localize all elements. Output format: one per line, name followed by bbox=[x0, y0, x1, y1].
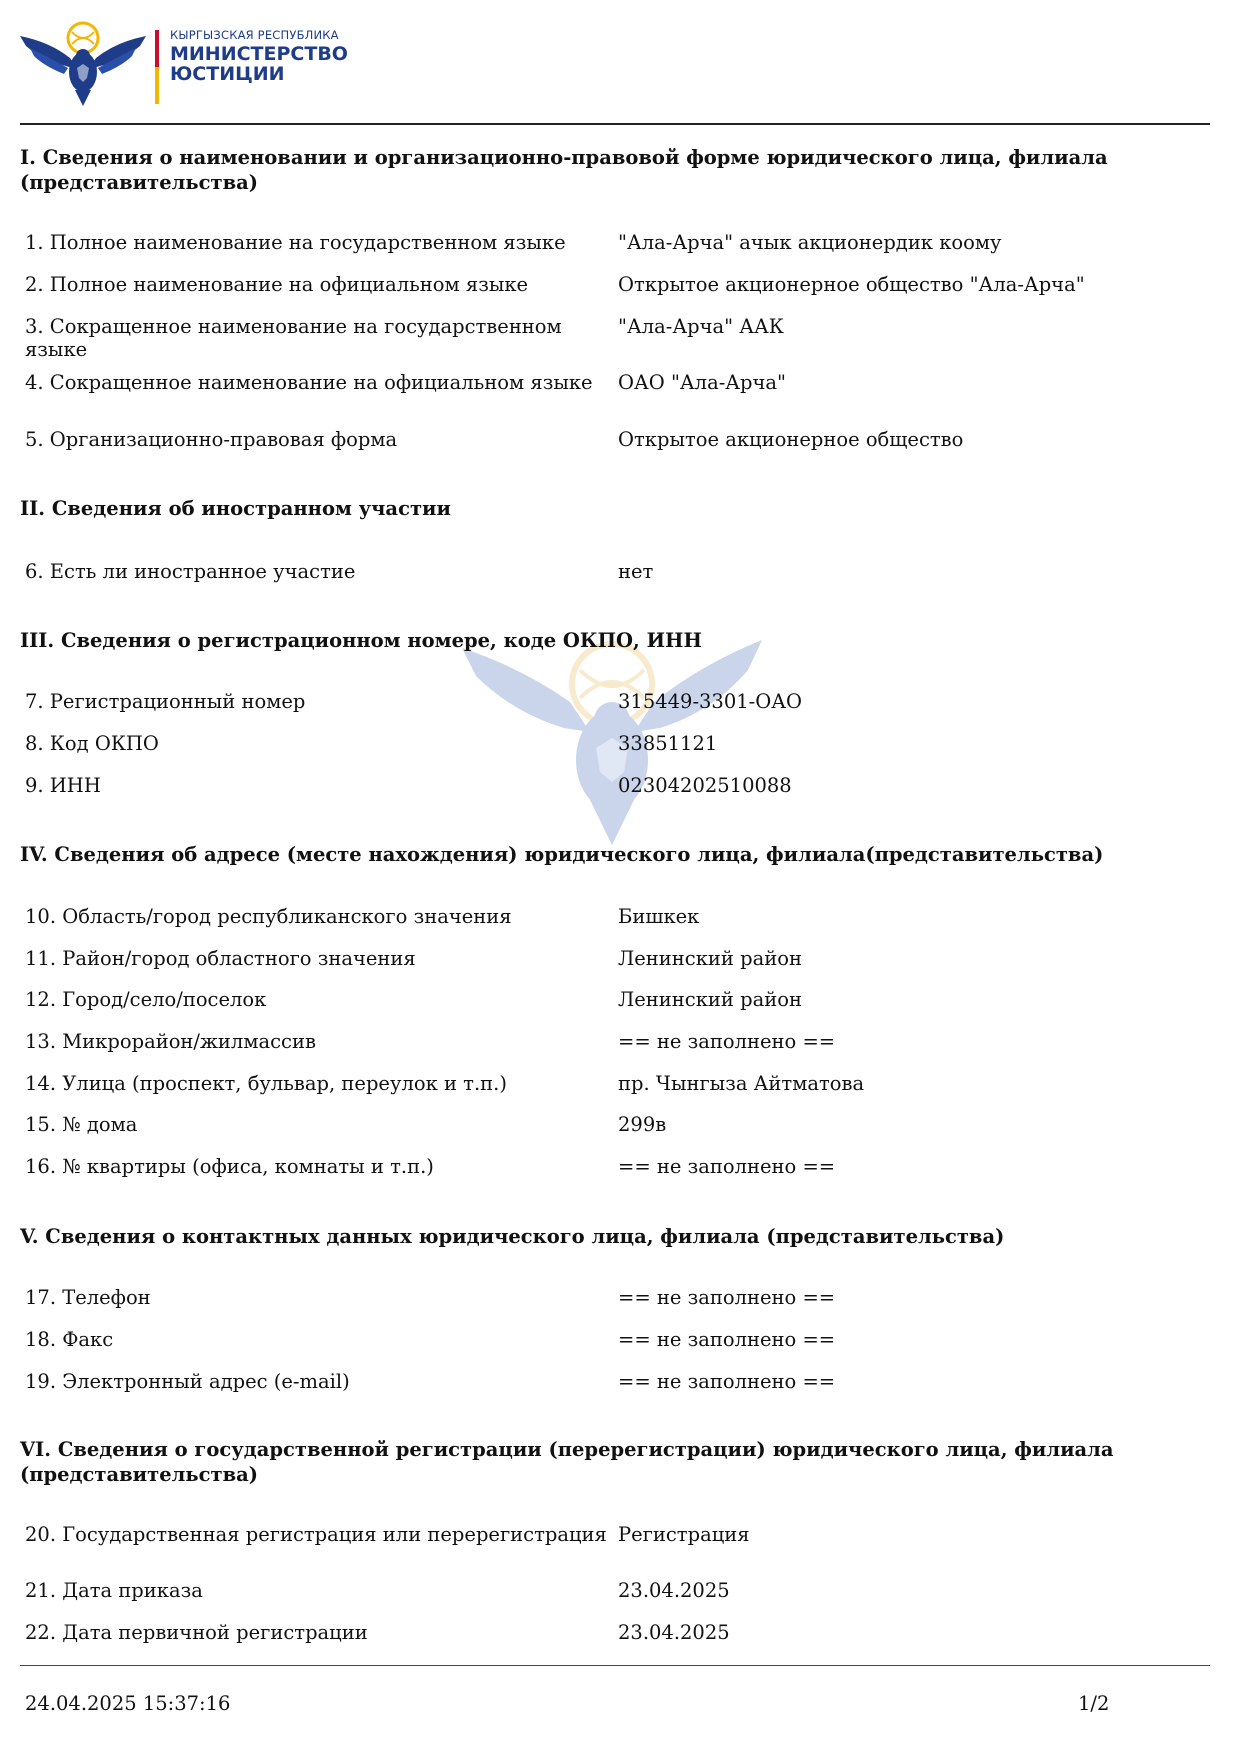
field-value: == не заполнено == bbox=[618, 1030, 836, 1053]
field-value: == не заполнено == bbox=[618, 1286, 836, 1309]
field-label: 7. Регистрационный номер bbox=[25, 690, 306, 713]
field-label: 4. Сокращенное наименование на официальном языке bbox=[25, 371, 593, 394]
field-label: 13. Микрорайон/жилмассив bbox=[25, 1030, 316, 1053]
field-label: 8. Код ОКПО bbox=[25, 732, 159, 755]
field-label: 14. Улица (проспект, бульвар, переулок и т.п.) bbox=[25, 1072, 507, 1095]
ministry-color-bar bbox=[155, 30, 159, 104]
field-value: Открытое акционерное общество "Ала-Арча" bbox=[618, 273, 1085, 296]
eagle-emblem-icon bbox=[20, 18, 146, 108]
field-value: ОАО "Ала-Арча" bbox=[618, 371, 787, 394]
footer-divider bbox=[20, 1665, 1210, 1666]
field-label: 19. Электронный адрес (e-mail) bbox=[25, 1370, 350, 1393]
field-value: Регистрация bbox=[618, 1523, 750, 1546]
field-value: 02304202510088 bbox=[618, 774, 792, 797]
field-value: == не заполнено == bbox=[618, 1370, 836, 1393]
ministry-name bbox=[170, 44, 348, 84]
field-label: 22. Дата первичной регистрации bbox=[25, 1621, 368, 1644]
field-value: == не заполнено == bbox=[618, 1155, 836, 1178]
field-value: 23.04.2025 bbox=[618, 1579, 730, 1602]
field-label: 3. Сокращенное наименование на государственном языке bbox=[25, 315, 562, 361]
field-label: 18. Факс bbox=[25, 1328, 114, 1351]
field-label: 15. № дома bbox=[25, 1113, 138, 1136]
field-label: 21. Дата приказа bbox=[25, 1579, 203, 1602]
field-label: 11. Район/город областного значения bbox=[25, 947, 416, 970]
field-label: 1. Полное наименование на государственном языке bbox=[25, 231, 566, 254]
section-title-6: VI. Сведения о государственной регистрации (перерегистрации) юридического лица, филиала (представительства) bbox=[20, 1438, 1114, 1486]
field-value: пр. Чынгыза Айтматова bbox=[618, 1072, 865, 1095]
field-value: 299в bbox=[618, 1113, 667, 1136]
ministry-name-line1: МИНИСТЕРСТВО bbox=[170, 43, 348, 65]
field-value: нет bbox=[618, 560, 654, 583]
ministry-header bbox=[20, 18, 520, 108]
field-label: 6. Есть ли иностранное участие bbox=[25, 560, 356, 583]
field-label: 17. Телефон bbox=[25, 1286, 151, 1309]
field-value: 315449-3301-ОАО bbox=[618, 690, 802, 713]
field-value: == не заполнено == bbox=[618, 1328, 836, 1351]
section-title-1: I. Сведения о наименовании и организационно-правовой форме юридического лица, филиала (представительства) bbox=[20, 146, 1108, 194]
field-value: "Ала-Арча" ААК bbox=[618, 315, 784, 338]
field-label: 10. Область/город республиканского значения bbox=[25, 905, 512, 928]
section-title-4: IV. Сведения об адресе (месте нахождения) юридического лица, филиала(представительства) bbox=[20, 843, 1104, 866]
field-value: Ленинский район bbox=[618, 988, 802, 1011]
field-value: 33851121 bbox=[618, 732, 718, 755]
country-name: КЫРГЫЗСКАЯ РЕСПУБЛИКА bbox=[170, 28, 339, 42]
field-value: Открытое акционерное общество bbox=[618, 428, 964, 451]
ministry-name-line2: ЮСТИЦИИ bbox=[170, 63, 285, 85]
section-title-2: II. Сведения об иностранном участии bbox=[20, 497, 451, 520]
field-value: Бишкек bbox=[618, 905, 700, 928]
header-divider bbox=[20, 123, 1210, 125]
field-label: 12. Город/село/поселок bbox=[25, 988, 267, 1011]
field-value: 23.04.2025 bbox=[618, 1621, 730, 1644]
section-title-5: V. Сведения о контактных данных юридического лица, филиала (представительства) bbox=[20, 1225, 1005, 1248]
section-title-3: III. Сведения о регистрационном номере, коде ОКПО, ИНН bbox=[20, 629, 702, 652]
field-value: "Ала-Арча" ачык акционердик коому bbox=[618, 231, 1002, 254]
print-datetime: 24.04.2025 15:37:16 bbox=[25, 1692, 231, 1715]
field-label: 2. Полное наименование на официальном языке bbox=[25, 273, 529, 296]
field-label: 16. № квартиры (офиса, комнаты и т.п.) bbox=[25, 1155, 434, 1178]
field-label: 9. ИНН bbox=[25, 774, 101, 797]
page-number: 1/2 bbox=[1078, 1692, 1110, 1715]
field-label: 20. Государственная регистрация или перерегистрация bbox=[25, 1523, 607, 1546]
field-value: Ленинский район bbox=[618, 947, 802, 970]
field-label: 5. Организационно-правовая форма bbox=[25, 428, 398, 451]
